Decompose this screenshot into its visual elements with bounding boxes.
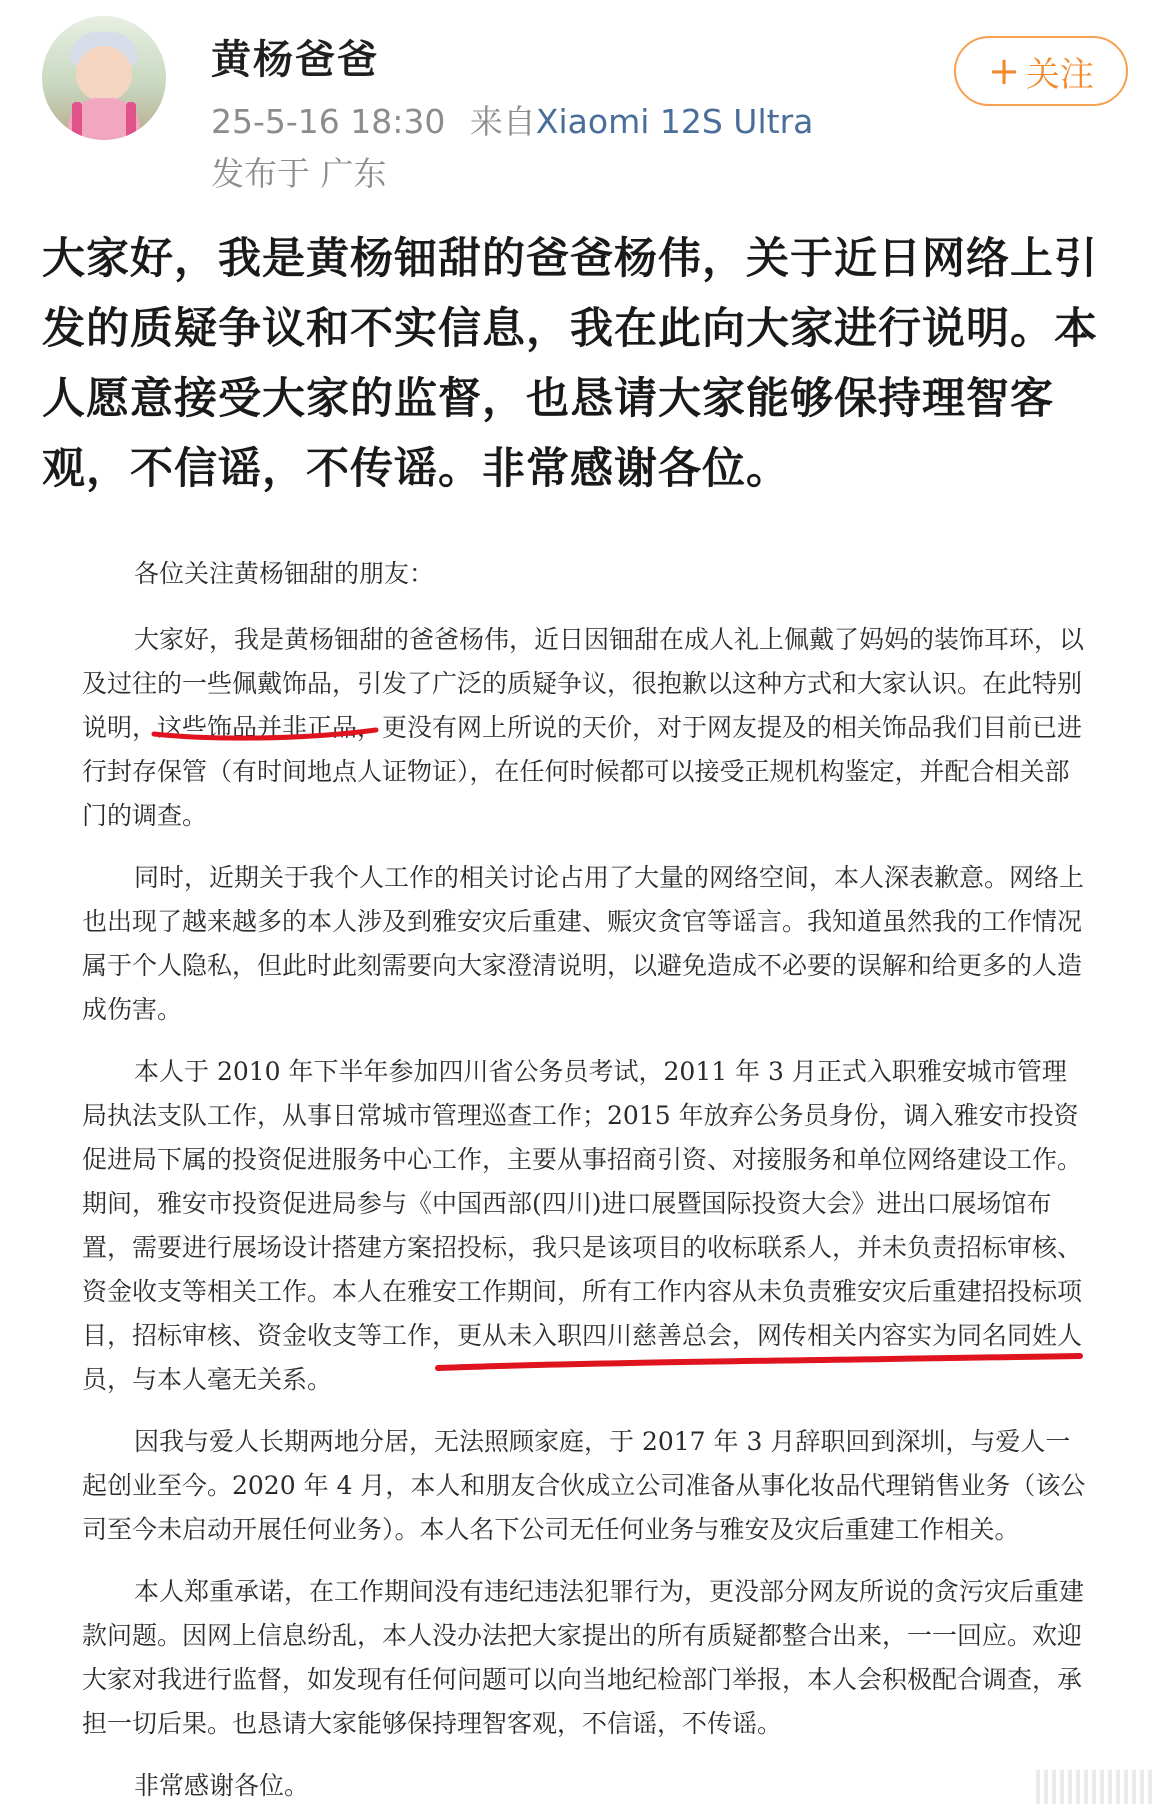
from-label: 来自	[469, 102, 536, 141]
doc-paragraph: 本人郑重承诺，在工作期间没有违纪违法犯罪行为，更没部分网友所说的贪污灾后重建款问题。因网上信息纷乱，本人没办法把大家提出的所有质疑都整合出来，一一回应。欢迎大家对我进行监督，如发现有任何问题可以向当地纪检部门举报，本人会积极配合调查，承担一切后果。也恳请大家能够保持理智客观，不信谣，不传谣。	[82, 1577, 1085, 1738]
post-meta	[211, 96, 813, 143]
doc-paragraph: 因我与爱人长期两地分居，无法照顾家庭，于 2017 年 3 月辞职回到深圳，与爱人一起创业至今。2020 年 4 月，本人和朋友合伙成立公司准备从事化妆品代理销售业务（该公司至今未启动开展任何业务）。本人名下公司无任何业务与雅安及灾后重建工作相关。	[82, 1427, 1086, 1544]
watermark	[1036, 1770, 1156, 1804]
avatar-face-shape	[76, 46, 132, 102]
post-time: 25-5-16 18:30	[211, 102, 446, 141]
doc-paragraph: 大家好，我是黄杨钿甜的爸爸杨伟，近日因钿甜在成人礼上佩戴了妈妈的装饰耳环，以及过往的一些佩戴饰品，引发了广泛的质疑争议，很抱歉以这种方式和大家认识。在此特别说明，这些饰品并非正品，更没有网上所说的天价，对于网友提及的相关饰品我们目前已进行封存保管（有时间地点人证物证），在任何时候都可以接受正规机构鉴定，并配合相关部门的调查。	[82, 625, 1085, 830]
follow-label: 关注	[1025, 54, 1094, 95]
post-header	[0, 0, 1170, 200]
doc-paragraph: 同时，近期关于我个人工作的相关讨论占用了大量的网络空间，本人深表歉意。网络上也出现了越来越多的本人涉及到雅安灾后重建、赈灾贪官等谣言。我知道虽然我的工作情况属于个人隐私，但此时此刻需要向大家澄清说明，以避免造成不必要的误解和给更多的人造成伤害。	[82, 863, 1085, 1024]
username[interactable]: 黄杨爸爸	[211, 37, 379, 83]
plus-icon: +	[988, 49, 1020, 93]
avatar-strap-shape	[72, 102, 82, 140]
follow-button[interactable]	[954, 36, 1128, 106]
doc-paragraph: 本人于 2010 年下半年参加四川省公务员考试，2011 年 3 月正式入职雅安城市管理局执法支队工作，从事日常城市管理巡查工作；2015 年放弃公务员身份，调入雅安市投资促进局下属的投资促进服务中心工作，主要从事招商引资、对接服务和单位网络建设工作。期间，雅安市投资促进局参与《中国西部(四川)进口展暨国际投资大会》进出口展场馆布置，需要进行展场设计搭建方案招投标，我只是该项目的收标联系人，并未负责招标审核、资金收支等相关工作。本人在雅安工作期间，所有工作内容从未负责雅安灾后重建招投标项目，招标审核、资金收支等工作，更从未入职四川慈善总会，网传相关内容实为同名同姓人员，与本人毫无关系。	[82, 1057, 1083, 1394]
device-link[interactable]: Xiaomi 12S Ultra	[535, 102, 814, 141]
avatar-strap-shape	[126, 102, 136, 140]
post-location: 发布于 广东	[211, 154, 387, 193]
statement-document	[82, 552, 1088, 1812]
post-text: 大家好，我是黄杨钿甜的爸爸杨伟，关于近日网络上引发的质疑争议和不实信息，我在此向大家进行说明。本人愿意接受大家的监督，也恳请大家能够保持理智客观，不信谣，不传谣。非常感谢各位。	[42, 234, 1098, 494]
avatar[interactable]	[42, 16, 166, 140]
doc-closing: 非常感谢各位。	[134, 1771, 310, 1800]
doc-salutation: 各位关注黄杨钿甜的朋友：	[134, 559, 435, 588]
